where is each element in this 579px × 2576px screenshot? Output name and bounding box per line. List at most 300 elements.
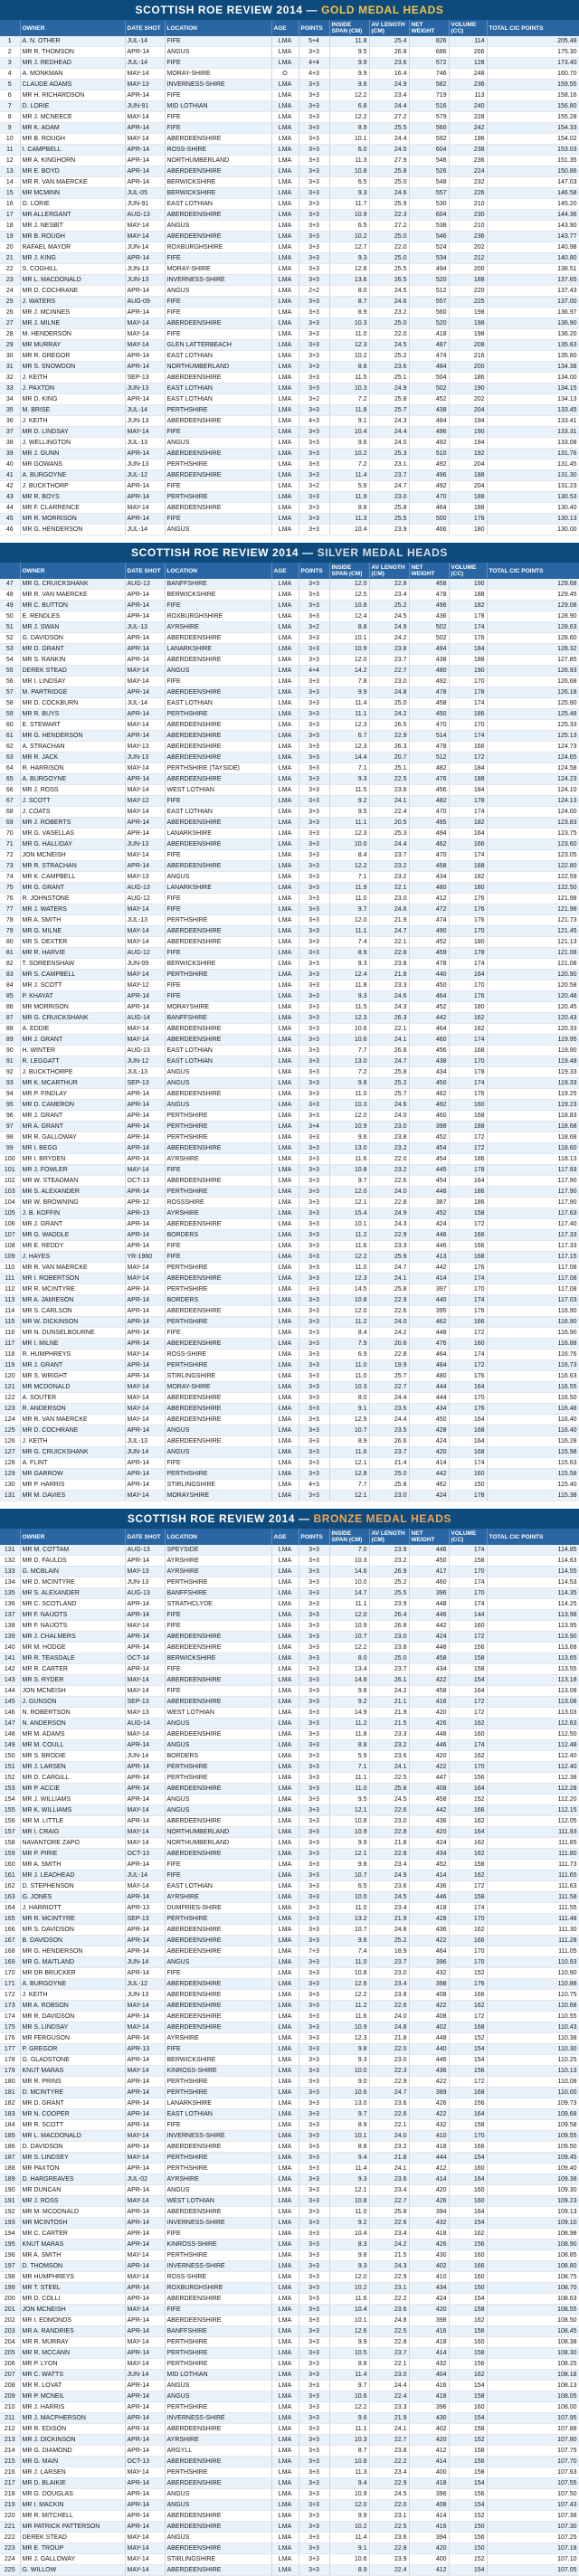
table-row (0, 1588, 579, 1599)
cell-volume: 156 (449, 2240, 487, 2250)
cell-owner: MR R. PRINS (20, 2077, 125, 2088)
cell-total-cic-points: 116.48 (487, 1404, 579, 1415)
cell-total-cic-points: 129.45 (487, 590, 579, 601)
table-row (0, 1599, 579, 1610)
cell-points: 3+3 (299, 297, 329, 308)
cell-age: LMA (271, 970, 299, 980)
cell-rank: 205 (0, 2348, 20, 2359)
cell-owner: JON MCNEISH (20, 1686, 125, 1697)
cell-date-shot: OCT-13 (125, 1849, 165, 1860)
cell-points: 3+3 (299, 459, 329, 470)
table-row (0, 2077, 579, 2088)
cell-location: STIRLINGSHIRE (165, 2554, 271, 2565)
cell-net-weight: 464 (409, 1024, 449, 1035)
cell-rank: 74 (0, 872, 20, 883)
cell-owner: J. COATS (20, 807, 125, 818)
cell-age: LMA (271, 1328, 299, 1339)
cell-total-cic-points: 109.40 (487, 2164, 579, 2174)
cell-av-length: 24.6 (369, 1100, 409, 1111)
cell-volume: 162 (449, 1849, 487, 1860)
cell-rank: 47 (0, 579, 20, 590)
cell-date-shot: APR-14 (125, 1925, 165, 1936)
cell-total-cic-points: 112.40 (487, 1762, 579, 1773)
cell-location: ABERDEENSHIRE (165, 2543, 271, 2554)
cell-date-shot: APR-14 (125, 655, 165, 666)
cell-inside-span: 10.2 (329, 351, 369, 362)
cell-volume: 190 (449, 579, 487, 590)
column-header-date-shot: DATE SHOT (125, 563, 165, 579)
cell-volume: 198 (449, 329, 487, 340)
cell-total-cic-points: 107.95 (487, 2413, 579, 2424)
cell-inside-span: 6.5 (329, 177, 369, 188)
cell-total-cic-points: 143.77 (487, 232, 579, 242)
table-row (0, 2033, 579, 2044)
cell-points: 3+3 (299, 1719, 329, 1729)
cell-location: PERTHSHIRE (165, 1122, 271, 1132)
cell-rank: 75 (0, 883, 20, 894)
cell-total-cic-points: 121.98 (487, 894, 579, 904)
cell-age: LMA (271, 329, 299, 340)
cell-total-cic-points: 140.80 (487, 253, 579, 264)
cell-age: LMA (271, 1675, 299, 1686)
table-row (0, 438, 579, 449)
cell-rank: 105 (0, 1208, 20, 1219)
cell-location: EAST LOTHIAN (165, 807, 271, 818)
cell-age: LMA (271, 579, 299, 590)
table-row (0, 2012, 579, 2022)
cell-net-weight: 436 (409, 611, 449, 622)
cell-rank: 224 (0, 2554, 20, 2565)
table-row (0, 2164, 579, 2174)
cell-rank: 198 (0, 2272, 20, 2283)
cell-date-shot: APR-14 (125, 2120, 165, 2131)
cell-total-cic-points: 121.08 (487, 959, 579, 970)
cell-rank: 213 (0, 2435, 20, 2446)
cell-owner: MR R. BOYS (20, 492, 125, 503)
column-header-av-length: AV LENGTH (CM) (369, 20, 409, 36)
cell-age: LMA (271, 318, 299, 329)
cell-owner: S. COGHILL (20, 264, 125, 275)
cell-owner: MR J. DICKINSON (20, 2435, 125, 2446)
cell-av-length: 23.7 (369, 1664, 409, 1675)
cell-total-cic-points: 108.18 (487, 2370, 579, 2381)
cell-age: LMA (271, 937, 299, 948)
cell-owner: MR A. SMITH (20, 1860, 125, 1870)
cell-age: LMA (271, 1035, 299, 1046)
cell-rank: 163 (0, 1892, 20, 1903)
cell-rank: 152 (0, 1773, 20, 1784)
cell-points: 3+3 (299, 2055, 329, 2066)
cell-total-cic-points: 107.75 (487, 2446, 579, 2457)
cell-rank: 154 (0, 1795, 20, 1805)
cell-points: 4+4 (299, 58, 329, 69)
cell-rank: 179 (0, 2066, 20, 2077)
table-row (0, 1317, 579, 1328)
cell-inside-span: 9.3 (329, 253, 369, 264)
cell-net-weight: 414 (409, 2348, 449, 2359)
cell-owner: G. DAVIDSON (20, 633, 125, 644)
table-row (0, 850, 579, 861)
cell-inside-span: 10.4 (329, 525, 369, 535)
cell-age: LMA (271, 2424, 299, 2435)
cell-age: LMA (271, 1957, 299, 1968)
cell-rank: 2 (0, 47, 20, 58)
cell-owner: G. WILLOW (20, 2565, 125, 2576)
cell-age: LMA (271, 1773, 299, 1784)
cell-av-length: 21.9 (369, 915, 409, 926)
cell-age: LMA (271, 1198, 299, 1208)
cell-rank: 109 (0, 1252, 20, 1263)
cell-rank: 80 (0, 937, 20, 948)
cell-total-cic-points: 125.48 (487, 709, 579, 720)
cell-age: LMA (271, 351, 299, 362)
cell-inside-span: 10.9 (329, 2022, 369, 2033)
cell-age: LMA (271, 232, 299, 242)
cell-rank: 68 (0, 807, 20, 818)
cell-inside-span: 12.1 (329, 1805, 369, 1816)
cell-inside-span: 9.3 (329, 2055, 369, 2066)
cell-inside-span: 12.3 (329, 1274, 369, 1284)
cell-inside-span: 12.2 (329, 90, 369, 101)
table-row (0, 264, 579, 275)
cell-rank: 121 (0, 1382, 20, 1393)
cell-rank: 166 (0, 1925, 20, 1936)
cell-age: LMA (271, 2196, 299, 2207)
cell-date-shot: SEP-13 (125, 1914, 165, 1925)
cell-inside-span: 11.3 (329, 514, 369, 525)
cell-av-length: 22.7 (369, 1382, 409, 1393)
cell-av-length: 23.5 (369, 1404, 409, 1415)
cell-age: LMA (271, 242, 299, 253)
table-row (0, 1187, 579, 1198)
cell-age: LMA (271, 948, 299, 959)
cell-av-length: 22.1 (369, 2120, 409, 2131)
cell-inside-span: 6.5 (329, 221, 369, 232)
cell-age: LMA (271, 58, 299, 69)
cell-net-weight: 428 (409, 1914, 449, 1925)
cell-owner: R. HARRISON (20, 763, 125, 774)
cell-volume: 172 (449, 1360, 487, 1371)
cell-age: LMA (271, 904, 299, 915)
cell-owner: MR F. NAIJOTS (20, 1621, 125, 1632)
cell-age: LMA (271, 1382, 299, 1393)
cell-rank: 149 (0, 1740, 20, 1751)
cell-volume: 164 (449, 1415, 487, 1425)
cell-volume: 236 (449, 80, 487, 90)
cell-inside-span: 12.0 (329, 655, 369, 666)
cell-volume: 208 (449, 340, 487, 351)
cell-net-weight: 458 (409, 1795, 449, 1805)
cell-points: 3+3 (299, 720, 329, 731)
table-row (0, 1556, 579, 1567)
cell-owner: MR J. ROSS (20, 785, 125, 796)
cell-points: 3+3 (299, 1881, 329, 1892)
cell-rank: 58 (0, 698, 20, 709)
cell-owner: MR F. CLARRENCE (20, 503, 125, 514)
cell-total-cic-points: 151.35 (487, 156, 579, 166)
cell-net-weight: 416 (409, 2522, 449, 2533)
cell-net-weight: 436 (409, 1881, 449, 1892)
cell-rank: 184 (0, 2120, 20, 2131)
cell-location: ANGUS (165, 1078, 271, 1089)
section-title-gold (0, 0, 579, 20)
cell-location: ABERDEENSHIRE (165, 1729, 271, 1740)
cell-date-shot: MAY-14 (125, 1621, 165, 1632)
cell-inside-span: 10.3 (329, 2435, 369, 2446)
cell-inside-span: 6.5 (329, 1881, 369, 1892)
cell-points: 3+3 (299, 796, 329, 807)
table-row (0, 1686, 579, 1697)
cell-total-cic-points: 107.55 (487, 2478, 579, 2489)
cell-date-shot: AUG-13 (125, 1046, 165, 1056)
cell-age: LMA (271, 1284, 299, 1295)
cell-age: LMA (271, 1132, 299, 1143)
cell-date-shot: APR-14 (125, 2413, 165, 2424)
cell-date-shot: APR-14 (125, 1632, 165, 1643)
cell-location: ANGUS (165, 1100, 271, 1111)
cell-net-weight: 557 (409, 297, 449, 308)
cell-volume: 152 (449, 1795, 487, 1805)
cell-rank: 86 (0, 1002, 20, 1013)
cell-av-length: 24.9 (369, 622, 409, 633)
cell-date-shot: MAY-14 (125, 1827, 165, 1838)
cell-total-cic-points: 124.23 (487, 774, 579, 785)
cell-age: LMA (271, 1100, 299, 1111)
table-row (0, 1979, 579, 1990)
cell-volume: 158 (449, 1860, 487, 1870)
table-row (0, 2044, 579, 2055)
cell-total-cic-points: 110.88 (487, 1979, 579, 1990)
cell-rank: 156 (0, 1816, 20, 1827)
cell-owner: J. WATERS (20, 297, 125, 308)
table-row (0, 2022, 579, 2033)
cell-volume: 172 (449, 1219, 487, 1230)
cell-owner: J. KEITH (20, 1436, 125, 1447)
table-row (0, 1849, 579, 1860)
cell-inside-span: 10.4 (329, 427, 369, 438)
cell-av-length: 23.0 (369, 1491, 409, 1501)
cell-points: 3+3 (299, 753, 329, 763)
cell-age: LMA (271, 199, 299, 210)
cell-points: 3+3 (299, 861, 329, 872)
cell-net-weight: 394 (409, 2207, 449, 2218)
cell-inside-span: 11.5 (329, 785, 369, 796)
cell-volume: 172 (449, 753, 487, 763)
cell-date-shot: APR-14 (125, 492, 165, 503)
cell-date-shot: APR-14 (125, 2391, 165, 2402)
cell-inside-span: 7.8 (329, 677, 369, 687)
cell-date-shot: JUL-14 (125, 405, 165, 416)
cell-location: FIFE (165, 2044, 271, 2055)
cell-inside-span: 14.4 (329, 753, 369, 763)
cell-av-length: 23.8 (369, 959, 409, 970)
cell-total-cic-points: 108.98 (487, 2229, 579, 2240)
cell-points: 7+3 (299, 1946, 329, 1957)
cell-inside-span: 11.8 (329, 36, 369, 47)
cell-volume: 186 (449, 1187, 487, 1198)
cell-rank: 28 (0, 329, 20, 340)
cell-age: LMA (271, 763, 299, 774)
cell-inside-span: 11.0 (329, 894, 369, 904)
cell-points: 3+3 (299, 2207, 329, 2218)
cell-total-cic-points: 117.63 (487, 1208, 579, 1219)
cell-location: AYRSHIRE (165, 2033, 271, 2044)
cell-points: 3+3 (299, 2012, 329, 2022)
cell-date-shot: JUL-02 (125, 2174, 165, 2185)
cell-av-length: 22.6 (369, 1805, 409, 1816)
cell-inside-span: 10.0 (329, 1577, 369, 1588)
cell-owner: MR M. MCDONALD (20, 2207, 125, 2218)
cell-age: LMA (271, 633, 299, 644)
cell-location: MID LOTHIAN (165, 2370, 271, 2381)
table-row (0, 1653, 579, 1664)
cell-inside-span: 12.1 (329, 2185, 369, 2196)
cell-net-weight: 460 (409, 1035, 449, 1046)
cell-age: LMA (271, 308, 299, 318)
cell-inside-span: 11.1 (329, 818, 369, 829)
cell-volume: 154 (449, 2381, 487, 2391)
cell-av-length: 26.8 (369, 1621, 409, 1632)
cell-net-weight: 450 (409, 980, 449, 991)
cell-rank: 113 (0, 1295, 20, 1306)
cell-rank: 85 (0, 991, 20, 1002)
cell-rank: 5 (0, 80, 20, 90)
cell-net-weight: 412 (409, 2164, 449, 2174)
cell-av-length: 24.6 (369, 904, 409, 915)
cell-net-weight: 442 (409, 1013, 449, 1024)
cell-inside-span: 11.5 (329, 1002, 369, 1013)
cell-net-weight: 458 (409, 579, 449, 590)
cell-inside-span: 8.0 (329, 1653, 369, 1664)
cell-inside-span: 9.5 (329, 807, 369, 818)
cell-owner: MR D. GRANT (20, 644, 125, 655)
cell-owner: MR S. WRIGHT (20, 1371, 125, 1382)
cell-av-length: 25.5 (369, 514, 409, 525)
cell-net-weight: 448 (409, 1328, 449, 1339)
cell-net-weight: 434 (409, 2283, 449, 2294)
section-title-prefix: SCOTTISH ROE REVIEW 2014 — (131, 546, 318, 559)
cell-date-shot: APR-14 (125, 1469, 165, 1480)
cell-date-shot: MAY-14 (125, 2153, 165, 2164)
cell-location: ANGUS (165, 872, 271, 883)
cell-volume: 182 (449, 818, 487, 829)
cell-points: 3+3 (299, 351, 329, 362)
cell-location: EAST LOTHIAN (165, 1056, 271, 1067)
table-row (0, 2261, 579, 2272)
cell-inside-span: 11.8 (329, 1729, 369, 1740)
cell-av-length: 20.5 (369, 818, 409, 829)
cell-volume: 176 (449, 1404, 487, 1415)
cell-volume: 154 (449, 2218, 487, 2229)
cell-net-weight: 395 (409, 1306, 449, 1317)
cell-date-shot: MAY-14 (125, 329, 165, 340)
cell-net-weight: 398 (409, 1122, 449, 1132)
cell-av-length: 23.6 (369, 2533, 409, 2543)
cell-points: 3+3 (299, 2294, 329, 2305)
table-row (0, 253, 579, 264)
cell-points: 3+3 (299, 1653, 329, 1664)
cell-age: LMA (271, 416, 299, 427)
cell-location: FIFE (165, 1664, 271, 1675)
cell-rank: 65 (0, 774, 20, 785)
cell-av-length: 24.9 (369, 1870, 409, 1881)
cell-inside-span: 7.2 (329, 459, 369, 470)
cell-owner: MR I. BRYDEN (20, 1154, 125, 1165)
cell-rank: 177 (0, 2044, 20, 2055)
cell-net-weight: 484 (409, 416, 449, 427)
cell-age: LMA (271, 1176, 299, 1187)
cell-age: LMA (271, 1024, 299, 1035)
cell-points: 3+3 (299, 1404, 329, 1415)
cell-age: LMA (271, 275, 299, 286)
cell-total-cic-points: 110.55 (487, 2012, 579, 2022)
cell-location: FIFE (165, 677, 271, 687)
cell-net-weight: 492 (409, 459, 449, 470)
cell-owner: MR W. DICKINSON (20, 1317, 125, 1328)
cell-owner: MR MURRAY (20, 340, 125, 351)
cell-age: LMA (271, 2185, 299, 2196)
table-row (0, 503, 579, 514)
table-row (0, 709, 579, 720)
cell-date-shot: AUG-14 (125, 1719, 165, 1729)
cell-volume: 158 (449, 2305, 487, 2316)
cell-location: BANFFSHIRE (165, 1588, 271, 1599)
cell-net-weight: 418 (409, 2478, 449, 2489)
cell-volume: 156 (449, 2533, 487, 2543)
cell-inside-span: 7.1 (329, 1762, 369, 1773)
cell-date-shot: SEP-13 (125, 1078, 165, 1089)
cell-inside-span: 10.2 (329, 2522, 369, 2533)
cell-location: FIFE (165, 796, 271, 807)
cell-volume: 168 (449, 1252, 487, 1263)
cell-points: 3+3 (299, 470, 329, 481)
table-row (0, 1328, 579, 1339)
cell-inside-span: 13.0 (329, 2098, 369, 2109)
cell-volume: 188 (449, 503, 487, 514)
cell-age: LMA (271, 2164, 299, 2174)
cell-volume: 172 (449, 1143, 487, 1154)
cell-net-weight: 546 (409, 156, 449, 166)
cell-points: 4+3 (299, 69, 329, 80)
cell-net-weight: 396 (409, 2402, 449, 2413)
cell-owner: MR A. KINGHORN (20, 156, 125, 166)
cell-rank: 221 (0, 2522, 20, 2533)
table-row (0, 2207, 579, 2218)
table-row (0, 644, 579, 655)
cell-owner: MR ALLERGANT (20, 210, 125, 221)
cell-volume: 170 (449, 1946, 487, 1957)
cell-location: ABERDEENSHIRE (165, 2207, 271, 2218)
cell-volume: 176 (449, 1263, 487, 1274)
cell-location: SPEYSIDE (165, 1545, 271, 1556)
table-row (0, 1306, 579, 1317)
cell-av-length: 22.0 (369, 242, 409, 253)
cell-inside-span: 12.2 (329, 1990, 369, 2001)
cell-age: LMA (271, 373, 299, 384)
cell-owner: MR S. BRODIE (20, 1751, 125, 1762)
cell-age: LMA (271, 774, 299, 785)
cell-location: PERTHSHIRE (165, 1469, 271, 1480)
table-row (0, 2185, 579, 2196)
cell-points: 3+3 (299, 221, 329, 232)
cell-volume: 154 (449, 2294, 487, 2305)
cell-location: PERTHSHIRE (165, 709, 271, 720)
cell-total-cic-points: 109.73 (487, 2098, 579, 2109)
cell-av-length: 22.6 (369, 2218, 409, 2229)
cell-total-cic-points: 116.28 (487, 1436, 579, 1447)
cell-location: ABERDEENSHIRE (165, 1393, 271, 1404)
table-row (0, 2196, 579, 2207)
